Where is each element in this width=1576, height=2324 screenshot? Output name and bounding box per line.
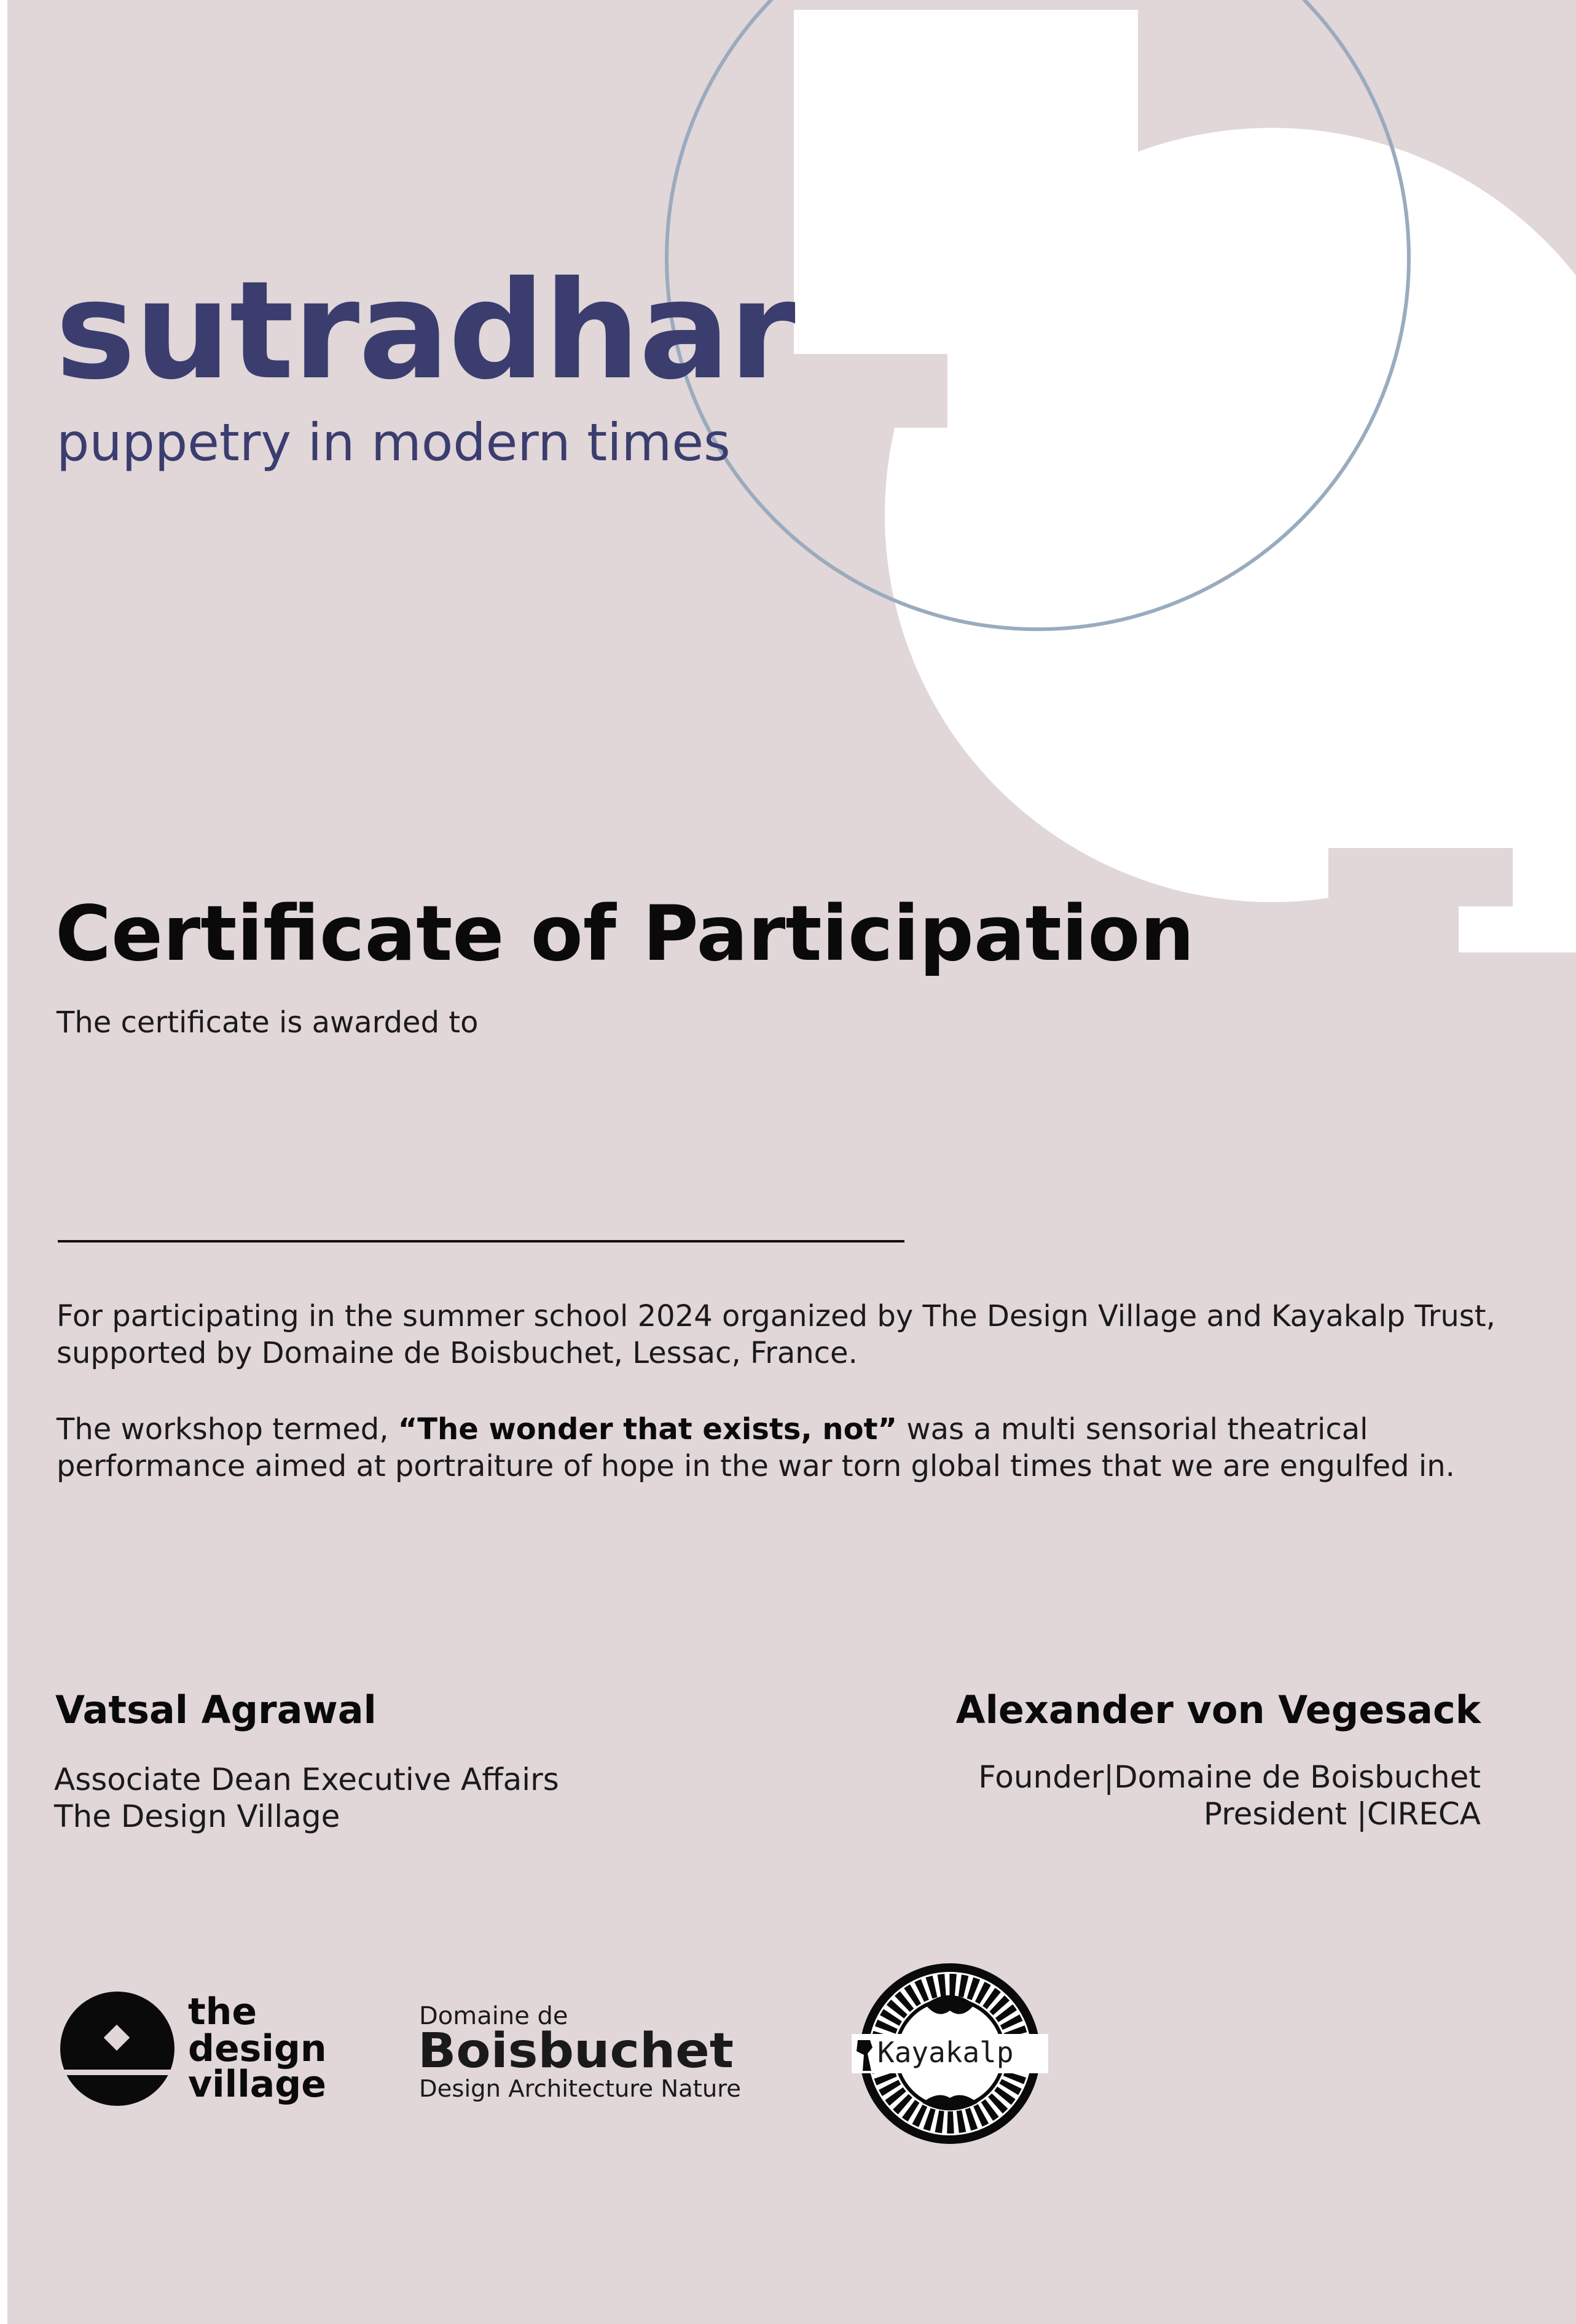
deco-white-bar bbox=[1459, 676, 1576, 952]
design-village-logo bbox=[59, 1987, 329, 2110]
signatory-left-role-line-2: The Design Village bbox=[54, 1799, 340, 1834]
design-village-logo-line-2: design bbox=[188, 2027, 327, 2070]
workshop-paragraph bbox=[57, 1411, 1531, 1485]
workshop-paragraph-suffix: was a multi sensorial theatrical performance aimed at portraiture of hope in the war torn global times that we are engulfed in. bbox=[57, 1412, 1455, 1483]
signatory-left-role bbox=[54, 1761, 559, 1835]
workshop-paragraph-prefix: The workshop termed, bbox=[57, 1412, 398, 1447]
design-village-logo-band bbox=[59, 2070, 176, 2075]
certificate-page bbox=[7, 0, 1576, 2324]
recipient-name-line bbox=[58, 1240, 904, 1242]
signatory-right-role bbox=[978, 1759, 1481, 1832]
boisbuchet-logo-line-2: Boisbuchet bbox=[418, 2024, 734, 2079]
signatory-right-role-line-1: Founder|Domaine de Boisbuchet bbox=[978, 1759, 1481, 1795]
signatory-left-role-line-1: Associate Dean Executive Affairs bbox=[54, 1762, 559, 1797]
design-village-logo-line-3: village bbox=[188, 2063, 326, 2106]
event-subtitle: puppetry in modern times bbox=[57, 412, 731, 473]
deco-cutout-left bbox=[794, 354, 947, 428]
awarded-to-text: The certificate is awarded to bbox=[57, 1005, 479, 1040]
kayakalp-logo bbox=[852, 1961, 1048, 2146]
event-title: sutradhar bbox=[55, 252, 794, 409]
boisbuchet-logo bbox=[410, 1998, 755, 2109]
signatory-right-role-line-2: President |CIRECA bbox=[1203, 1796, 1481, 1832]
kayakalp-logo-text: Kayakalp bbox=[877, 2036, 1014, 2069]
certificate-heading: Certificate of Participation bbox=[55, 890, 1194, 978]
signatory-left-name: Vatsal Agrawal bbox=[55, 1687, 377, 1732]
workshop-title: “The wonder that exists, not” bbox=[398, 1412, 898, 1447]
deco-cutout-right bbox=[1328, 848, 1513, 906]
boisbuchet-logo-line-3: Design Architecture Nature bbox=[419, 2075, 741, 2102]
signatory-right-name: Alexander von Vegesack bbox=[955, 1687, 1481, 1732]
design-village-logo-line-1: the bbox=[188, 1990, 257, 2033]
participation-paragraph: For participating in the summer school 2024 organized by The Design Village and Kayakalp Trust, supported by Domaine de Boisbuchet, Lessac, France. bbox=[57, 1299, 1496, 1370]
boisbuchet-logo-line-1: Domaine de bbox=[419, 2002, 568, 2030]
